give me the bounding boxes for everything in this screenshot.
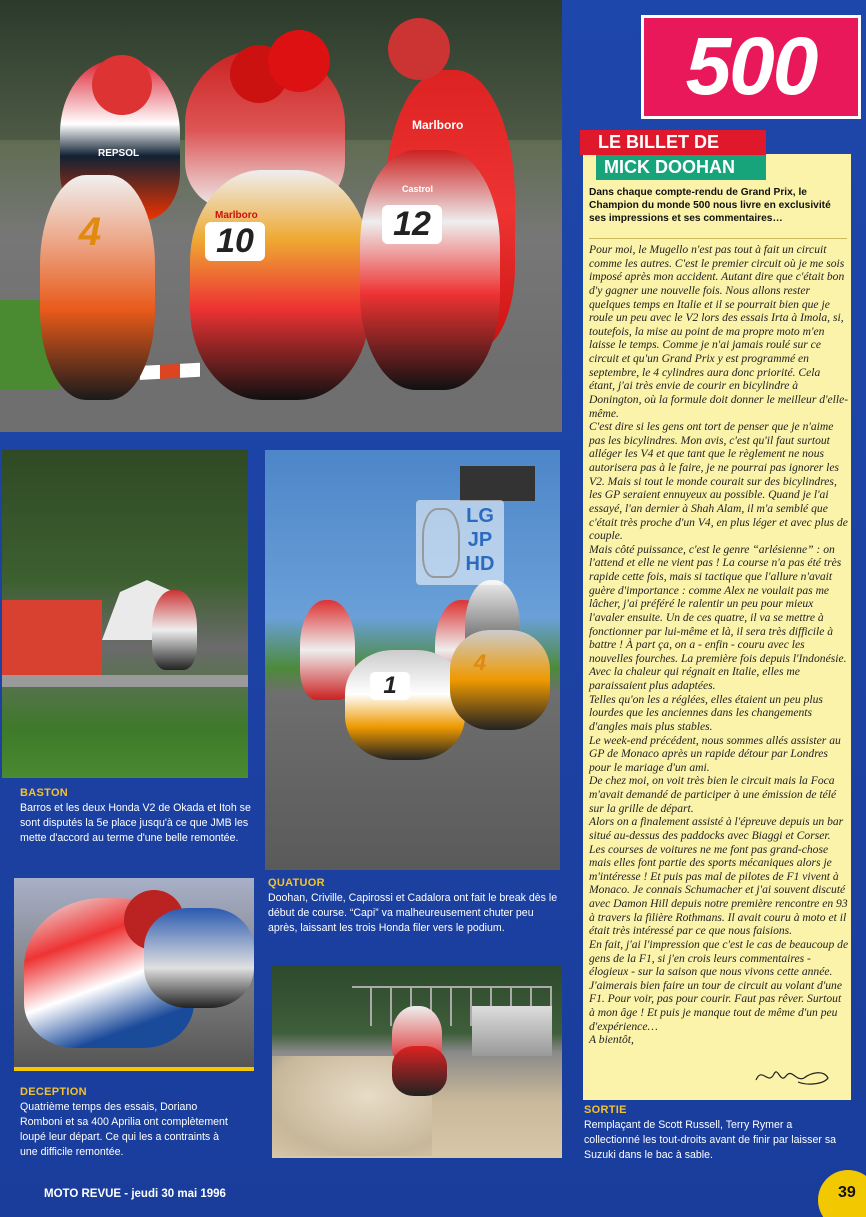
race-number-12: 12 [382,205,442,244]
caption-title-sortie: SORTIE [584,1104,627,1116]
photo-deception [14,878,254,1071]
caption-title-deception: DECEPTION [20,1086,87,1098]
billet-paragraph: Mais côté puissance, c'est le genre “arlésienne” : on l'attend et elle ne vient pas ! La course n'a pas été très rapide cette fois, mais si tactique que l'allure n'avait guère d'importance : comme Alex ne voulait pas me lâcher, j'ai préféré le ralentir un peu pour mieux l'avaler ensuite. Un de ces quatre, il va se mettre à fonctionner par lui-même et là, il sera très difficile à battre ! À part ça, on a - enfin - couru avec les nouvelles fourches. La première fois depuis l'Indonésie. Avec la chaleur qui régnait en Italie, elles me paraissaient plus adaptées. [589,542,847,692]
photo-riders-group [0,0,562,432]
billet-paragraph: Alors on a finalement assisté à l'épreuve depuis un bar situé au-dessus des paddocks avec Biaggi et Corser. Les courses de voitures ne me font pas grand-chose mais elles font partie des sports mécaniques alors je m'intéresse ! Et puis pas mal de pilotes de F1 vivent à Monaco. Je connais Schumacher et j'ai souvent discuté avec Damon Hill depuis notre première rencontre en 93 à travers la filière Rothmans. Il avait couru à moto et il était très intéressé par ce que nous faisions. [589,815,848,938]
billet-heading-2: MICK DOOHAN [596,155,766,180]
watermark-text: LG JP HD [465,505,495,575]
caption-text-quatuor: Doohan, Criville, Capirossi et Cadalora ont fait le break dès le début de course. “Capi” va malheureusement chuter peu après, laissant les trois Honda filer vers le podium. [268,892,558,934]
billet-paragraph: Pour moi, le Mugello n'est pas tout à fait un circuit comme les autres. C'est le premier circuit où je me sois imposé après mon accident. Autant dire que c'était bon d'y gagner une nouvelle fois. Nous allons rester quelques temps en Italie et il se pourrait bien que je roule un peu avec le V2 lors des essais Irta à Imola, si, toutefois, la mise au point de ma propre moto m'en laisse le temps. Comme je n'ai jamais roulé sur ce circuit et qu'un Grand Prix y est programmé en septembre, le 4 cylindres aura donc priorité. Cela étant, j'ai très envie de courir en bicylindre à Donington, où la formule doit donner le meilleur d'elle-même. [589,243,849,420]
billet-paragraph: En fait, j'ai l'impression que c'est le cas de beaucoup de gens de la F1, si j'en crois leurs commentaires - élogieux - sur la saison que nous vivons cette année. J'aimerais bien faire un tour de circuit au volant d'une F1. Pour voir, pas pour courir. Faut pas rêver. Surtout à mon âge ! Et puis je manque tout de même d'un peu d'expérience… [589,937,849,1033]
billet-signoff: A bientôt, [589,1033,634,1047]
race-number-1: 1 [370,672,410,700]
marlboro-label-10: Marlboro [215,210,258,221]
caption-title-baston: BASTON [20,787,69,799]
billet-paragraph: Telles qu'on les a réglées, elles étaient un peu plus lourdes que les anciennes dans les changements d'angles mais plus stables. [589,692,823,733]
caption-text-sortie: Remplaçant de Scott Russell, Terry Rymer a collectionné les tout-droits avant de finir par laisser sa Suzuki dans le bac à sable. [584,1119,837,1161]
castrol-label: Castrol [402,184,434,194]
billet-paragraph: Le week-end précédent, nous sommes allés assister au GP de Monaco après un rapide détour par Londres pour le mariage d'un ami. [589,733,841,774]
race-number-10: 10 [205,222,265,261]
signature [752,1060,832,1090]
page-number-badge [818,1170,866,1217]
repsol-label: REPSOL [98,148,140,159]
race-number-4-quatuor: 4 [473,650,487,675]
marlboro-label-12: Marlboro [412,118,464,132]
caption-title-quatuor: QUATUOR [268,877,325,889]
caption-text-deception: Quatrième temps des essais, Doriano Romboni et sa 400 Aprilia ont complètement loupé leur départ. Ce qui les a contraints à une difficile remontée. [20,1101,228,1158]
intro-divider [589,238,847,239]
category-badge-500 [641,15,861,119]
page-number: 39 [838,1184,856,1201]
billet-paragraph: De chez moi, on voit très bien le circuit mais la Foca m'avait demandé de participer à une émission de télé sur la grille de départ. [589,774,837,815]
photo-sortie [272,966,562,1158]
billet-heading-1: LE BILLET DE [580,130,766,155]
caption-text-baston: Barros et les deux Honda V2 de Okada et Itoh se sont disputés la 5e place jusqu'à ce que JMB les mette d'accord au terme d'une belle remontée. [20,802,251,844]
watermark-logo [416,500,504,585]
billet-intro: Dans chaque compte-rendu de Grand Prix, le Champion du monde 500 nous livre en exclusivité ses impressions et ses commentaires… [589,187,831,225]
photo-baston [2,450,248,778]
photo-quatuor [265,450,560,870]
billet-body [589,243,849,1047]
race-number-4: 4 [78,210,102,254]
footer-publication: MOTO REVUE - jeudi 30 mai 1996 [44,1188,226,1200]
billet-paragraph: C'est dire si les gens ont tort de penser que je n'aime pas les bicylindres. Mon avis, c'est qu'il faut surtout alléger les V4 et que tant que le règlement ne nous autorisera pas à le faire, je ne pourrai pas ignorer les V2. Mais si tout le monde courait sur des bicylindres, les GP seraient ennuyeux au possible. Quand je l'ai essayé, l'an dernier à Shah Alam, il m'a semblé que c'était très proche d'un V4, en plus léger et avec plus de couple. [589,420,848,543]
badge-text: 500 [685,21,817,112]
